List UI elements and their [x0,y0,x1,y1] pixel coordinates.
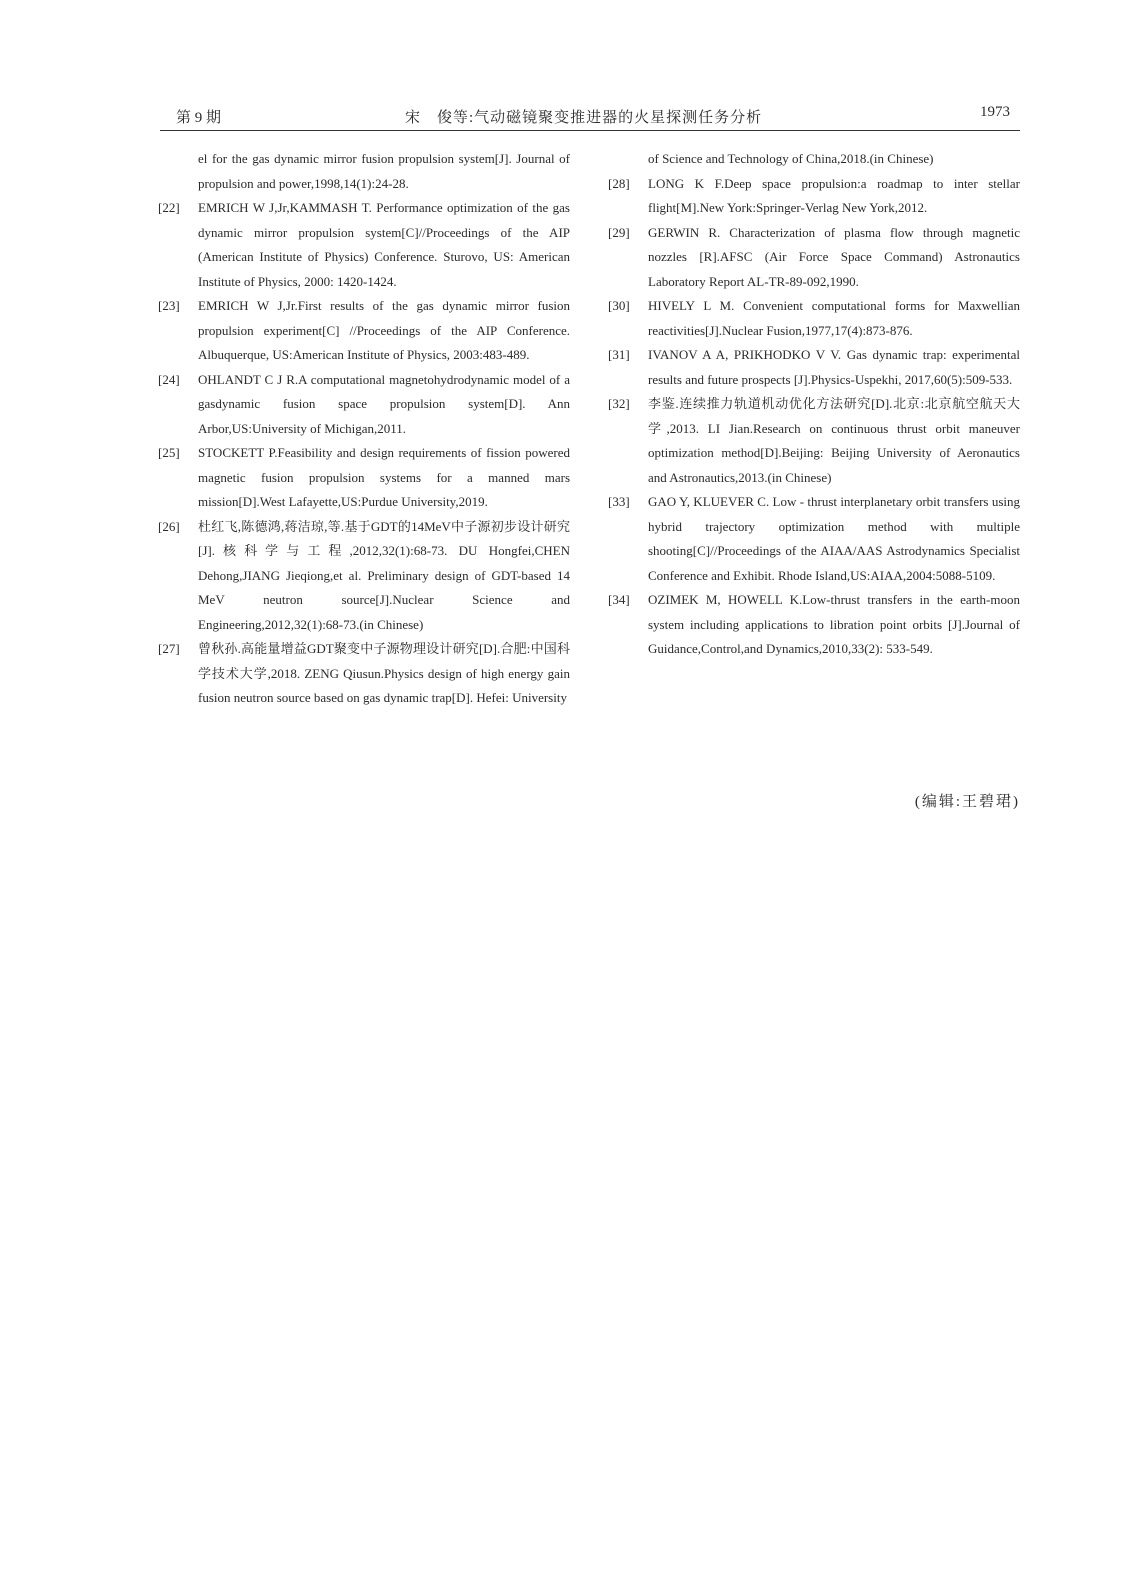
reference-entry [608,294,1020,343]
page-number: 1973 [980,104,1010,120]
reference-entry [608,588,1020,662]
reference-entry [158,637,570,711]
reference-entry [158,196,570,294]
reference-number: [26] [158,518,180,534]
reference-text: EMRICH W J,Jr.First results of the gas dynamic mirror fusion propulsion experiment[C] //Proceedings of the AIP Conference. Albuquerque, US:American Institute of Physics, 2003:483-489. [198,298,570,362]
reference-text: 杜红飞,陈德鸿,蒋洁琼,等.基于GDT的14MeV中子源初步设计研究[J].核科学与工程,2012,32(1):68-73. DU Hongfei,CHEN Dehong,JIANG Jieqiong,et al. Preliminary design of GDT-based 14 MeV neutron source[J].Nuclear Science and Engineering,2012,32(1):68-73.(in Chinese) [198,518,570,632]
left-column [158,147,570,711]
reference-number: [23] [158,298,180,313]
editor-note: (编辑:王碧珺) [914,794,1020,810]
reference-entry [608,490,1020,588]
reference-number: [28] [608,175,630,191]
reference-entry [158,368,570,442]
reference-number: [22] [158,200,180,215]
reference-text: GAO Y, KLUEVER C. Low - thrust interplanetary orbit transfers using hybrid trajectory optimization method with multiple shooting[C]//Proceedings of the AIAA/AAS Astrodynamics Specialist Conference and Exhibit. Rhode Island,US:AIAA,2004:5088-5109. [648,494,1020,583]
reference-text: of Science and Technology of China,2018.(in Chinese) [648,151,934,166]
reference-text: 李鉴.连续推力轨道机动优化方法研究[D].北京:北京航空航天大学,2013. LI Jian.Research on continuous thrust orbit maneuver optimization method[D].Beijing: Beijing University of Aeronautics and Astronautics,2013.(in Chinese) [648,396,1020,485]
right-column [608,147,1020,662]
reference-text: HIVELY L M. Convenient computational forms for Maxwellian reactivities[J].Nuclear Fusion,1977,17(4):873-876. [648,298,1020,338]
running-header [160,100,1020,131]
reference-entry [608,392,1020,490]
reference-number: [24] [158,371,180,387]
reference-number: [31] [608,347,630,362]
reference-text: LONG K F.Deep space propulsion:a roadmap to inter stellar flight[M].New York:Springer-Verlag New York,2012. [648,175,1020,215]
issue-number: 第 9 期 [176,110,222,126]
reference-entry [158,441,570,515]
reference-number: [29] [608,224,630,240]
reference-number: [30] [608,298,630,313]
reference-text: STOCKETT P.Feasibility and design requirements of fission powered magnetic fusion propulsion systems for a manned mars mission[D].West Lafayette,US:Purdue University,2019. [198,445,570,509]
reference-entry [158,294,570,368]
reference-text: el for the gas dynamic mirror fusion propulsion system[J]. Journal of propulsion and power,1998,14(1):24-28. [198,151,570,191]
reference-entry [608,172,1020,221]
reference-text: IVANOV A A, PRIKHODKO V V. Gas dynamic trap: experimental results and future prospects [J].Physics-Uspekhi, 2017,60(5):509-533. [648,347,1020,387]
reference-entry [608,343,1020,392]
reference-text: OZIMEK M, HOWELL K.Low-thrust transfers in the earth-moon system including applications to libration point orbits [J].Journal of Guidance,Control,and Dynamics,2010,33(2): 533-549. [648,592,1020,656]
running-title: 宋 俊等:气动磁镜聚变推进器的火星探测任务分析 [405,110,763,126]
reference-entry [608,221,1020,295]
reference-entry [158,515,570,638]
reference-text: OHLANDT C J R.A computational magnetohydrodynamic model of a gasdynamic fusion space propulsion system[D]. Ann Arbor,US:University of Michigan,2011. [198,371,570,436]
reference-text: 曾秋孙.高能量增益GDT聚变中子源物理设计研究[D].合肥:中国科学技术大学,2018. ZENG Qiusun.Physics design of high energy gain fusion neutron source based on gas dynamic trap[D]. Hefei: University [198,641,570,705]
reference-text: EMRICH W J,Jr,KAMMASH T. Performance optimization of the gas dynamic mirror propulsion system[C]//Proceedings of the AIP (American Institute of Physics) Conference. Sturovo, US: American Institute of Physics, 2000: 1420-1424. [198,200,570,289]
reference-entry [608,147,1020,172]
reference-number: [27] [158,641,180,656]
reference-number: [33] [608,494,630,509]
reference-number: [34] [608,592,630,607]
reference-number: [25] [158,445,180,460]
reference-text: GERWIN R. Characterization of plasma flow through magnetic nozzles [R].AFSC (Air Force Space Command) Astronautics Laboratory Report AL-TR-89-092,1990. [648,224,1020,289]
reference-entry [158,147,570,196]
reference-number: [32] [608,396,630,411]
